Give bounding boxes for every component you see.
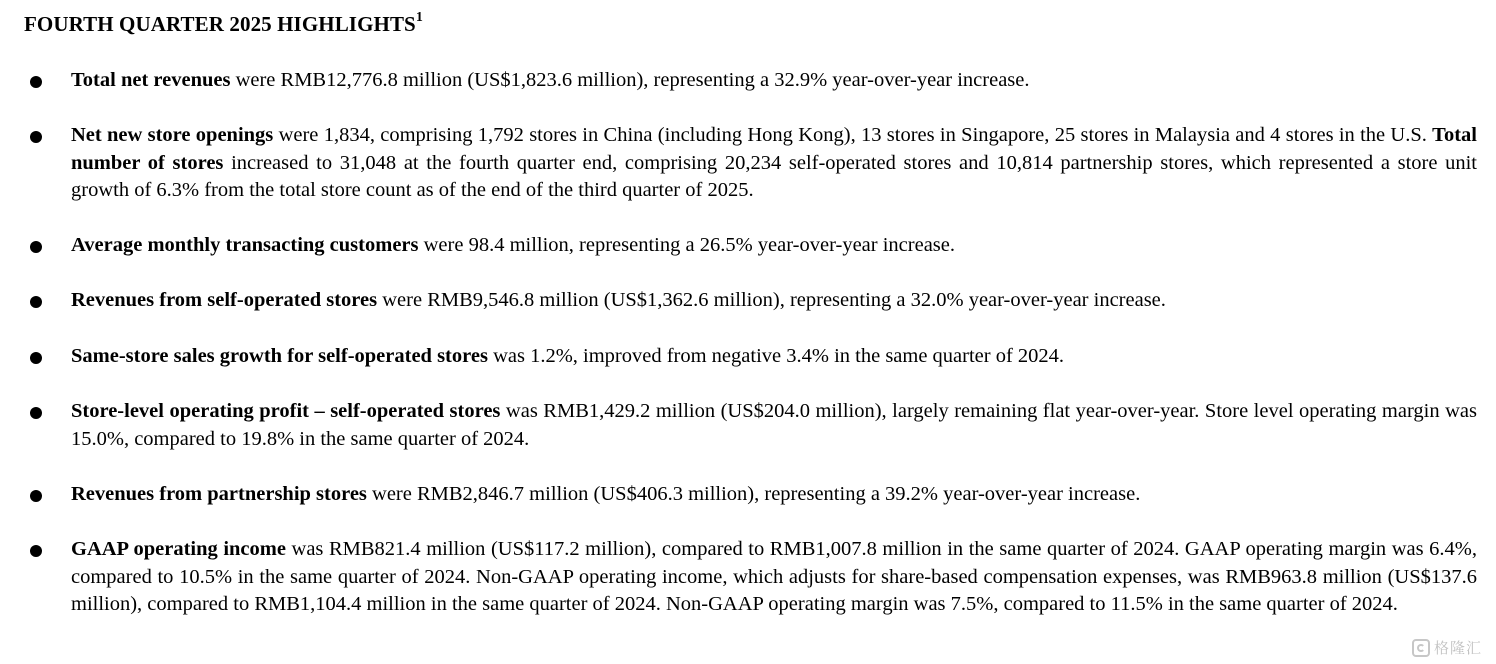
highlight-label: Revenues from self-operated stores — [71, 289, 378, 311]
highlight-label: GAAP operating income — [71, 538, 286, 560]
highlight-label: Net new store openings — [71, 124, 274, 146]
highlight-average-monthly-customers — [71, 232, 1477, 260]
highlight-text: was RMB821.4 million (US$117.2 million), compared to RMB1,007.8 million in the same quarter of 2024. GAAP operating margin was 6.4%, compared to 10.5% in the same quarter of 2024. Non-GAAP operating income, which adjusts for share-based compensation expenses, was RMB963.8 million (US$137.6 million), compared to RMB1,104.4 million in the same quarter of 2024. Non-GAAP operating margin was 7.5%, compared to 11.5% in the same quarter of 2024. — [71, 538, 1477, 615]
highlight-label: Revenues from partnership stores — [71, 483, 367, 505]
highlight-store-level-operating-profit — [71, 398, 1477, 453]
bullet-dot-icon — [30, 490, 42, 502]
highlight-text: were RMB12,776.8 million (US$1,823.6 million), representing a 32.9% year-over-year increase. — [230, 69, 1030, 91]
heading-footnote-marker: 1 — [415, 10, 423, 25]
highlight-revenues-partnership — [71, 481, 1477, 509]
bullet-dot-icon — [30, 296, 42, 308]
highlight-text: were 1,834, comprising 1,792 stores in China (including Hong Kong), 13 stores in Singapore, 25 stores in Malaysia and 4 stores in the U.S. — [273, 124, 1433, 146]
highlight-same-store-sales-growth — [71, 343, 1477, 371]
highlight-label: Average monthly transacting customers — [71, 234, 419, 256]
highlight-text-secondary: increased to 31,048 at the fourth quarter end, comprising 20,234 self-operated stores and 10,814 partnership stores, which represented a store unit growth of 6.3% from the total store count as of the end of the third quarter of 2025. — [71, 151, 1478, 201]
watermark — [1412, 637, 1482, 658]
watermark-text: 格隆汇 — [1433, 639, 1482, 657]
highlight-text: were 98.4 million, representing a 26.5% year-over-year increase. — [418, 234, 956, 256]
highlight-gaap-operating-income — [71, 536, 1477, 619]
highlight-label: Store-level operating profit – self-operated stores — [71, 400, 501, 422]
gelonghui-logo-icon — [1412, 639, 1430, 657]
highlight-label: Total net revenues — [71, 69, 231, 91]
highlight-label-secondary: Total number of stores — [71, 124, 1477, 174]
bullet-dot-icon — [30, 545, 42, 557]
highlight-label: Same-store sales growth for self-operated stores — [71, 345, 488, 367]
highlight-text: was 1.2%, improved from negative 3.4% in the same quarter of 2024. — [487, 345, 1065, 367]
section-heading — [24, 10, 423, 38]
bullet-dot-icon — [30, 407, 42, 419]
bullet-dot-icon — [30, 131, 42, 143]
bullet-dot-icon — [30, 241, 42, 253]
highlight-text: were RMB2,846.7 million (US$406.3 million), representing a 39.2% year-over-year increase. — [366, 483, 1141, 505]
highlight-net-new-store-openings — [71, 122, 1477, 205]
heading-title: FOURTH QUARTER 2025 HIGHLIGHTS — [24, 12, 416, 36]
highlight-total-net-revenues — [71, 67, 1477, 95]
bullet-dot-icon — [30, 76, 42, 88]
highlight-text: was RMB1,429.2 million (US$204.0 million), largely remaining flat year-over-year. Store level operating margin was 15.0%, compared to 19.8% in the same quarter of 2024. — [71, 400, 1478, 450]
bullet-dot-icon — [30, 352, 42, 364]
highlight-revenues-self-operated — [71, 287, 1477, 315]
highlight-text: were RMB9,546.8 million (US$1,362.6 million), representing a 32.0% year-over-year increase. — [377, 289, 1166, 311]
